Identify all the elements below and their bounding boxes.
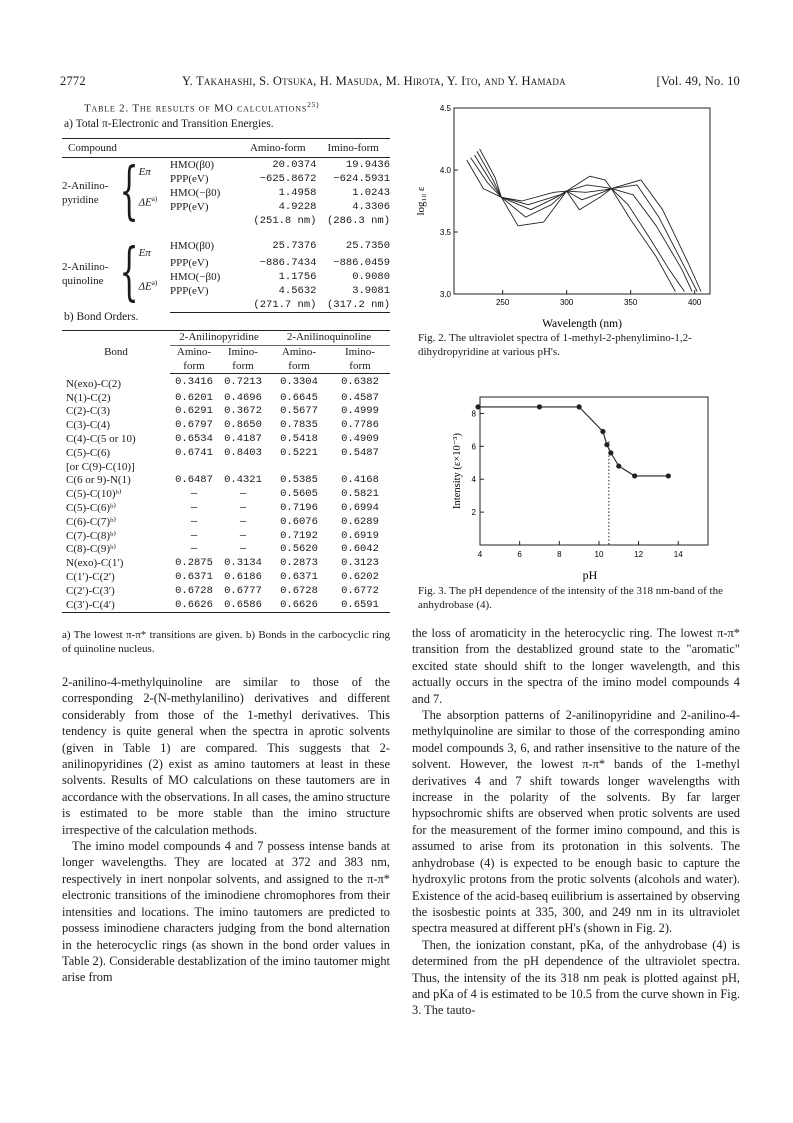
bond-value: 0.3134 (224, 557, 262, 570)
bond-value: 0.5221 (280, 446, 318, 459)
amino-value: 4.5632 (278, 285, 317, 297)
bond-value: 0.6202 (341, 571, 379, 584)
energy-table (62, 138, 390, 313)
fig3-y-tick-label: 4 (471, 475, 476, 485)
imino-value: 3.9081 (352, 285, 390, 297)
fig2-y-tick-label: 4.0 (439, 166, 451, 175)
bond-value: 0.4999 (341, 405, 379, 418)
col-header-compound: Compound (62, 139, 239, 158)
fig3-data-point (616, 463, 621, 468)
bond-value: 0.2875 (175, 557, 213, 570)
method-cell: HMO(β0) (169, 240, 215, 252)
amino-value: 20.0374 (272, 159, 317, 171)
compound-name (62, 236, 119, 313)
spacer-cell (62, 228, 390, 236)
table-row (62, 419, 390, 433)
fig3-data-point (600, 429, 605, 434)
bond-cell: C(1′)-C(2′) (66, 571, 115, 584)
group-header-quinoline-label: 2-Anilinoquinoline (286, 331, 372, 343)
table-row (62, 461, 390, 475)
bond-value: 0.6728 (280, 584, 318, 597)
method-cell: PPP(eV) (169, 173, 209, 185)
compound-name-line2: pyridine (62, 194, 99, 206)
bond-value: — (190, 515, 198, 528)
table-title-ref: 25) (307, 100, 320, 109)
sub-header-form-3: form (268, 360, 330, 374)
bond-value: 0.5605 (280, 488, 318, 501)
bond-value: 0.6741 (175, 446, 213, 459)
bond-value: 0.6645 (280, 391, 318, 404)
author-line: Y. Takahashi, S. Otsuka, H. Masuda, M. Hirota, Y. Ito, and Y. Hamada (182, 74, 566, 88)
bond-cell: C(4)-C(5 or 10) (66, 433, 136, 446)
transition-footnote-ref: a) (151, 195, 158, 203)
figure-3-caption: Fig. 3. The pH dependence of the intensity of the 318 nm-band of the anhydrobase (4). (418, 585, 723, 611)
fig2-plot-frame (454, 108, 710, 294)
energy-row (62, 158, 390, 173)
table-row (62, 447, 390, 461)
bond-value: — (239, 529, 247, 542)
bond-value: 0.6371 (175, 571, 213, 584)
fig2-x-label: Wavelength (nm) (542, 318, 622, 330)
compound-name-line1: 2-Anilino- (62, 180, 109, 192)
method-cell: HMO(−β0) (169, 187, 221, 199)
bond-cell: C(6)-C(7)ᵇ⁾ (66, 515, 117, 528)
bond-cell: C(2′)-C(3′) (66, 584, 115, 597)
fig2-spectrum-curve (467, 160, 676, 291)
fig3-y-tick-label: 2 (471, 508, 476, 518)
bond-value: 0.3123 (341, 557, 379, 570)
col-header-bond: Bond (62, 331, 170, 374)
fig2-y-tick-label: 3.0 (439, 290, 451, 299)
bond-value: 0.7786 (341, 419, 379, 432)
brace-symbol: { (119, 155, 139, 229)
table-row (62, 433, 390, 447)
bond-value: 0.5385 (280, 474, 318, 487)
bond-value: 0.6291 (175, 405, 213, 418)
amino-value: (251.8 nm) (253, 215, 317, 227)
bond-value: 0.6289 (341, 515, 379, 528)
sub-header-imino-1: Imino- (218, 345, 268, 359)
bond-value: 0.5620 (280, 543, 318, 556)
bond-value: — (190, 529, 198, 542)
group-header-quinoline (268, 331, 390, 346)
bond-value: 0.6728 (175, 584, 213, 597)
fig2-x-tick-label: 400 (687, 298, 702, 307)
bond-value: 0.5821 (341, 488, 379, 501)
method-cell: PPP(eV) (169, 285, 209, 297)
bond-value: 0.5487 (341, 446, 379, 459)
bond-value: 0.3304 (280, 376, 318, 389)
bond-value: 0.6626 (170, 599, 218, 613)
imino-value: (317.2 nm) (316, 298, 390, 313)
bond-value: 0.5418 (280, 433, 318, 446)
table-row (62, 599, 390, 613)
fig3-x-tick-label: 10 (594, 550, 604, 559)
fig3-y-label: Intensity (ε×10⁻³) (452, 433, 463, 509)
figure-2-uv-spectra (410, 98, 740, 338)
bond-cell: [or C(9)-C(10)] (66, 460, 135, 473)
group-spacer (62, 228, 390, 236)
table-row (62, 585, 390, 599)
amino-value: 1.1756 (278, 271, 317, 283)
imino-value: 19.9436 (345, 159, 390, 171)
table-row (62, 516, 390, 530)
fig3-data-point (604, 442, 609, 447)
bond-cell: C(2)-C(3) (66, 405, 110, 418)
transition-symbol: ΔE (138, 196, 152, 209)
compound-name (62, 158, 119, 229)
bond-value (330, 461, 390, 475)
bond-value: 0.5677 (280, 405, 318, 418)
compound-name-line2: quinoline (62, 275, 104, 288)
bond-value: 0.6487 (175, 474, 213, 487)
bond-value: 0.8650 (224, 419, 262, 432)
group-header-pyridine-label: 2-Anilinopyridine (179, 331, 259, 343)
table-row (62, 474, 390, 488)
sub-header-form-4: form (330, 360, 390, 374)
bond-value: 0.6777 (224, 584, 262, 597)
sub-header-form-2: form (218, 360, 268, 374)
imino-value: 4.3306 (352, 201, 390, 213)
fig3-x-tick-label: 4 (477, 550, 483, 559)
fig3-data-point (608, 450, 613, 455)
fig3-curve (478, 407, 668, 476)
fig3-y-tick-label: 6 (471, 442, 476, 452)
bond-value: 0.7213 (224, 376, 262, 389)
energy-label (139, 158, 170, 187)
table-title-text: Table 2. The results of MO calculations (84, 102, 308, 115)
amino-value: (271.7 nm) (239, 298, 316, 313)
bond-value: 0.7835 (280, 419, 318, 432)
method-cell (170, 298, 239, 313)
right-paragraph-3: Then, the ionization constant, pKa, of the anhydrobase (4) is determined from the pH dependence of the ultraviolet spectra. Thus, the intensity of the its 318 nm peak is plotted against pH, and pKa of 4 is estimated to be 10.5 from the curve shown in Fig. 3. The tauto- (412, 937, 740, 1018)
transition-label (139, 186, 170, 228)
fig2-y-tick-label: 3.5 (439, 228, 451, 237)
table-row (62, 488, 390, 502)
bond-cell: N(1)-C(2) (66, 391, 111, 404)
amino-value: 4.9228 (278, 201, 317, 213)
method-cell: HMO(−β0) (169, 271, 221, 283)
fig2-spectrum-curve (475, 155, 693, 291)
bond-cell: C(8)-C(9)ᵇ⁾ (66, 543, 117, 556)
right-paragraph-2: The absorption patterns of 2-anilinopyridine and 2-anilino-4-methylquinoline are similar to those of the corresponding amino model compounds 3, 6, and rather insensitive to the nature of the solvent. However, the lowest π-π* bands of the 1-methyl derivatives 4 and 7 shift towards longer wavelengths with increase in the polarity of the solvents. By far larger hypsochromic shifts are observed when protic solvents are used for the measurement of the former imino compound, and this is assumed to arise from its protonation in this solvents. The anhydrobase (4) is expected to be enough basic to capture the hydroxylic protons from the protic solvents (alcohols and water). Existence of the acid-baseq euilibrium is assertained by observing the isosbestic points at 335, 300, and 249 nm in its ultraviolet spectra measured at different pH's (shown in Fig. 2). (412, 708, 740, 936)
bond-value: 0.4696 (224, 391, 262, 404)
bond-value: 0.4321 (224, 474, 262, 487)
imino-value: −886.0459 (333, 257, 390, 269)
bond-value: 0.4909 (341, 433, 379, 446)
right-paragraph-1: the loss of aromaticity in the heterocyclic ring. The lowest π-π* transition from the destablized ground state to the "aromatic" excited state should shift to the longer wavelength, and this actually occurs in the spectra of the imino model compounds 4 and 7. (412, 626, 740, 706)
table-row (62, 374, 390, 392)
energy-label (139, 236, 170, 270)
bond-value: 0.3672 (224, 405, 262, 418)
bond-cell: C(3′)-C(4′) (62, 599, 170, 613)
transition-footnote-ref: a) (151, 279, 158, 287)
amino-value: 1.4958 (278, 187, 317, 199)
table-title (84, 100, 319, 115)
table-row (62, 530, 390, 544)
sub-header-amino-1: Amino- (170, 345, 218, 359)
bond-value: 0.6586 (218, 599, 268, 613)
bond-value (218, 461, 268, 475)
fig3-data-point (632, 473, 637, 478)
imino-value: −624.5931 (333, 173, 390, 185)
bond-cell: C(3)-C(4) (66, 419, 110, 432)
sub-header-amino-2: Amino- (268, 345, 330, 359)
brace-symbol: { (119, 236, 139, 310)
bond-value: 0.7196 (280, 502, 318, 515)
imino-value: 25.7350 (345, 240, 390, 252)
method-cell: HMO(β0) (169, 159, 215, 171)
table-row (62, 557, 390, 571)
group-header-pyridine (170, 331, 268, 346)
bond-value: — (239, 488, 247, 501)
left-paragraph-1: 2-anilino-4-methylquinoline are similar to those of the corresponding 2-(N-methylanilino) derivatives and different considerably from those of the 1-methyl derivatives. This tendency is quite general when the spectra in aprotic solvents (given in Table 1) are compared. This suggests that 2-anilinopyridines (2) exist as amino tautomers at least in these solvents. Results of MO calculations on these tautomers are in accordance with the observations. In all cases, the amino structure is estimated to be more stable than the imino structure irrespective of the calculation methods. (62, 675, 390, 837)
bond-value: 0.6797 (175, 419, 213, 432)
fig3-y-tick-label: 8 (471, 409, 476, 419)
table-row (62, 502, 390, 516)
fig3-plot-frame (480, 397, 708, 545)
amino-value: −886.7434 (259, 257, 317, 269)
bond-value: 0.6186 (224, 571, 262, 584)
fig2-spectrum-curve (471, 158, 685, 292)
bond-value: 0.6382 (341, 376, 379, 389)
fig3-x-tick-label: 6 (517, 550, 522, 559)
fig3-data-point (666, 473, 671, 478)
table-row (62, 571, 390, 585)
fig2-x-tick-label: 300 (559, 298, 574, 307)
bond-value: 0.6371 (280, 571, 318, 584)
fig2-spectrum-curve (480, 149, 701, 292)
method-cell: PPP(eV) (169, 201, 209, 213)
figure-3-ph-dependence (440, 393, 730, 583)
bond-value: 0.8403 (224, 446, 262, 459)
bond-value: 0.4168 (341, 474, 379, 487)
imino-value: 0.9080 (352, 271, 390, 283)
bond-value: 0.2873 (280, 557, 318, 570)
page-number: 2772 (60, 74, 86, 88)
energy-symbol: Eπ (138, 247, 151, 259)
fig3-data-point (577, 404, 582, 409)
bond-value: 0.4187 (224, 433, 262, 446)
imino-value: (286.3 nm) (326, 215, 390, 227)
bond-value: — (239, 502, 247, 515)
bond-value: 0.6772 (341, 584, 379, 597)
bond-value: 0.6994 (341, 502, 379, 515)
fig2-y-tick-label: 4.5 (439, 104, 451, 113)
bond-value: 0.3416 (175, 376, 213, 389)
bond-value: — (239, 515, 247, 528)
bond-value: 0.6201 (175, 391, 213, 404)
fig3-data-point (537, 404, 542, 409)
method-cell (170, 214, 239, 228)
fig2-x-tick-label: 250 (495, 298, 510, 307)
figure-2-caption: Fig. 2. The ultraviolet spectra of 1-methyl-2-phenylimino-1,2-dihydropyridine at various pH's. (418, 332, 692, 358)
bond-value: — (190, 488, 198, 501)
fig2-y-label: log₁₀ ε (415, 186, 427, 216)
col-header-imino: Imino-form (316, 139, 390, 158)
left-column-text (62, 674, 390, 986)
sub-header-imino-2: Imino- (330, 345, 390, 359)
amino-value: −625.8672 (259, 173, 317, 185)
table-row (62, 543, 390, 557)
bond-cell: N(exo)-C(2) (66, 377, 121, 390)
bond-value: 0.6042 (341, 543, 379, 556)
imino-value: 1.0243 (352, 187, 390, 199)
bond-value: 0.6919 (341, 529, 379, 542)
bond-cell: N(exo)-C(1′) (66, 557, 124, 570)
bond-value (268, 461, 330, 475)
bond-cell: C(7)-C(8)ᵇ⁾ (66, 529, 117, 542)
transition-label (139, 270, 170, 313)
table-b-subtitle: b) Bond Orders. (64, 311, 139, 323)
left-paragraph-2: The imino model compounds 4 and 7 possess intense bands at longer wavelengths. They are located at 372 and 383 nm, respectively in inert nonpolar solvents, and assigned to the π-π* electronic transitions of the iminodiene chromophores from their intensities and locations. The imino tautomers are predicted to possess iminodiene characters judging from the bond alternation in the heterocyclic rings (as shown in the bond order values in Table 2). Considerable destablization of the imino tautomer might arise from (62, 839, 390, 985)
bond-value: 0.6626 (268, 599, 330, 613)
transition-symbol: ΔE (138, 280, 152, 293)
bond-value: 0.6076 (280, 515, 318, 528)
col-header-amino: Amino-form (239, 139, 316, 158)
bond-cell: C(5)-C(6) (66, 446, 110, 459)
compound-name-line1: 2-Anilino- (62, 261, 109, 274)
amino-value: 25.7376 (272, 240, 317, 252)
bond-cell: C(5)-C(10)ᵇ⁾ (66, 488, 122, 501)
bond-value: — (190, 543, 198, 556)
bond-order-table (62, 330, 390, 613)
sub-header-form-1: form (170, 360, 218, 374)
bond-value: — (239, 543, 247, 556)
table-footnote: a) The lowest π-π* transitions are given. b) Bonds in the carbocyclic ring of quinoline nucleus. (62, 629, 390, 655)
bond-value: 0.4587 (341, 391, 379, 404)
bond-value: 0.7192 (280, 529, 318, 542)
bond-value: — (190, 502, 198, 515)
bond-cell: C(6 or 9)-N(1) (66, 474, 131, 487)
bond-value: 0.6534 (175, 433, 213, 446)
fig3-x-tick-label: 12 (634, 550, 644, 559)
bond-value (170, 461, 218, 475)
table-row (62, 405, 390, 419)
bond-value: 0.6591 (330, 599, 390, 613)
fig3-x-tick-label: 8 (557, 550, 562, 559)
fig3-data-point (475, 404, 480, 409)
volume-label: [Vol. 49, No. 10 (656, 74, 740, 88)
right-column-text (412, 625, 740, 1019)
fig3-x-tick-label: 14 (673, 550, 683, 559)
fig2-x-tick-label: 350 (623, 298, 638, 307)
energy-symbol: Eπ (138, 166, 151, 178)
bond-cell: C(5)-C(6)ᵇ⁾ (66, 502, 117, 515)
method-cell: PPP(eV) (169, 257, 209, 269)
table-a-subtitle: a) Total π-Electronic and Transition Energies. (64, 118, 274, 130)
energy-row (62, 236, 390, 256)
table-row (62, 392, 390, 406)
fig3-x-label: pH (582, 568, 598, 582)
